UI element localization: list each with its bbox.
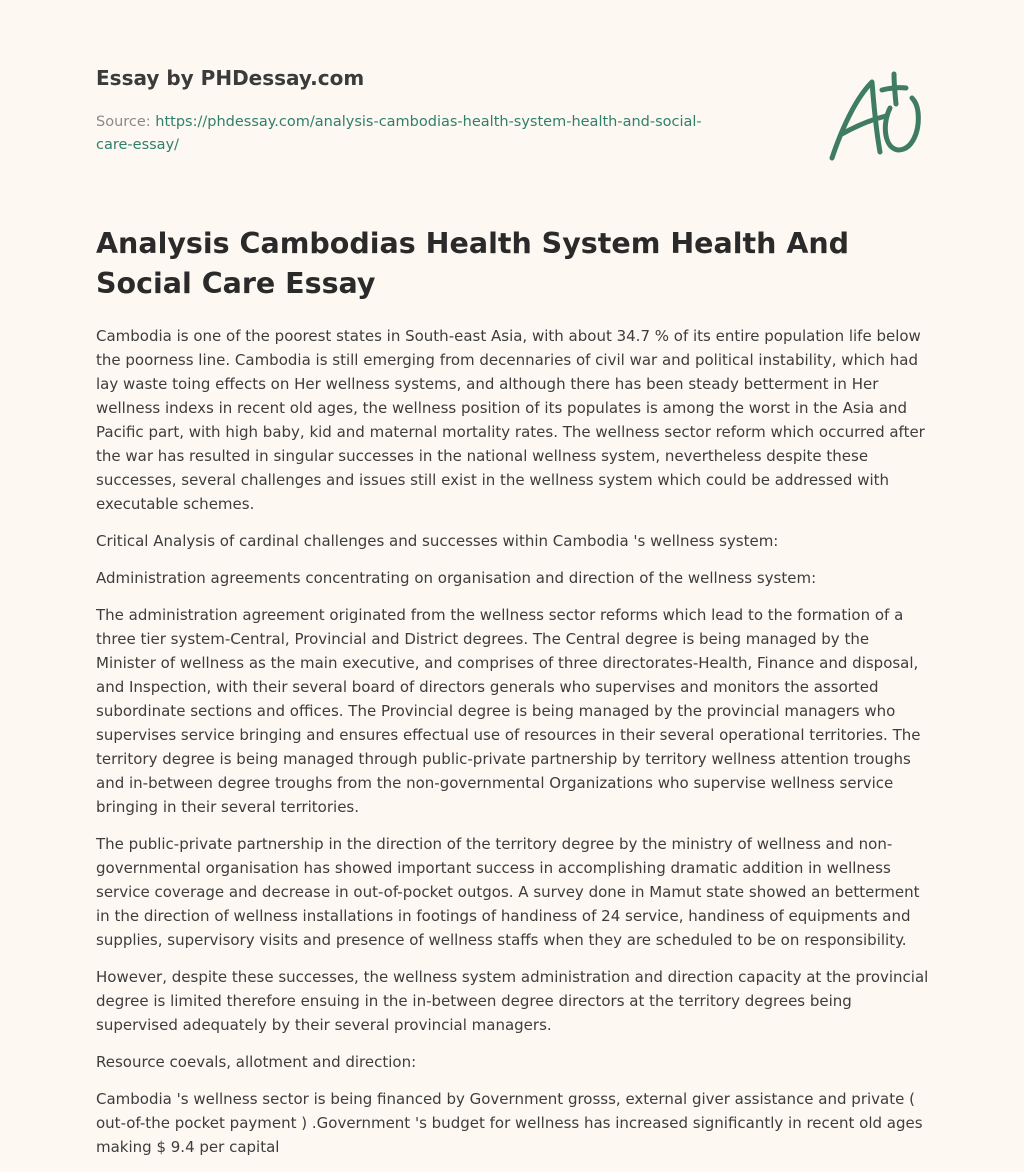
- essay-title: Analysis Cambodias Health System Health And Social Care Essay: [96, 227, 850, 300]
- paragraph: Resource coevals, allotment and direction:: [96, 1053, 417, 1071]
- a-plus-grade-icon: [824, 68, 928, 166]
- paragraph: However, despite these successes, the wellness system administration and direction capacity at the provincial degree is limited therefore ensuing in the in-between degree directors at the territory degrees being supervised adequately by their several provincial managers.: [96, 968, 929, 1034]
- paragraph: The public-private partnership in the direction of the territory degree by the ministry of wellness and non-governmental organisation has showed important success in accomplishing dramatic addition in wellness service coverage and decrease in out-of-pocket outgos. A survey done in Mamut state showed an betterment in the direction of wellness installations in footings of handiness of 24 service, handiness of equipments and supplies, supervisory visits and presence of wellness staffs when they are scheduled to be on responsibility.: [96, 835, 920, 949]
- page-header: [96, 0, 928, 190]
- paragraph: Administration agreements concentrating on organisation and direction of the wellness system:: [96, 569, 817, 587]
- paragraph: Cambodia 's wellness sector is being financed by Government grosss, external giver assistance and private ( out-of-the pocket payment ) .Government 's budget for wellness has increased significantly in recent old ages making $ 9.4 per capital: [96, 1090, 923, 1156]
- paragraph: The administration agreement originated from the wellness sector reforms which lead to the formation of a three tier system-Central, Provincial and District degrees. The Central degree is being managed by the Minister of wellness as the main executive, and comprises of three directorates-Health, Finance and disposal, and Inspection, with their several board of directors generals who supervises and monitors the assorted subordinate sections and offices. The Provincial degree is being managed by the provincial managers who supervises service bringing and ensures effectual use of resources in their several operational territories. The territory degree is being managed through public-private partnership by territory wellness attention troughs and in-between degree troughs from the non-governmental Organizations who supervise wellness service bringing in their several territories.: [96, 606, 921, 816]
- paragraph: Critical Analysis of cardinal challenges and successes within Cambodia 's wellness system:: [96, 532, 779, 550]
- paragraph: Cambodia is one of the poorest states in South-east Asia, with about 34.7 % of its entire population life below the poorness line. Cambodia is still emerging from decennaries of civil war and political instability, which had lay waste toing effects on Her wellness systems, and although there has been steady betterment in Her wellness indexs in recent old ages, the wellness position of its populates is among the worst in the Asia and Pacific part, with high baby, kid and maternal mortality rates. The wellness sector reform which occurred after the war has resulted in singular successes in the national wellness system, nevertheless despite these successes, several challenges and issues still exist in the wellness system which could be addressed with executable schemes.: [96, 327, 925, 513]
- source-label: Source:: [96, 114, 151, 130]
- source-link[interactable]: https://phdessay.com/analysis-cambodias-health-system-health-and-social-care-essay/: [96, 114, 702, 153]
- source-line: [96, 111, 736, 157]
- essay-body: [96, 324, 932, 1172]
- site-brand: Essay by PHDessay.com: [96, 66, 365, 90]
